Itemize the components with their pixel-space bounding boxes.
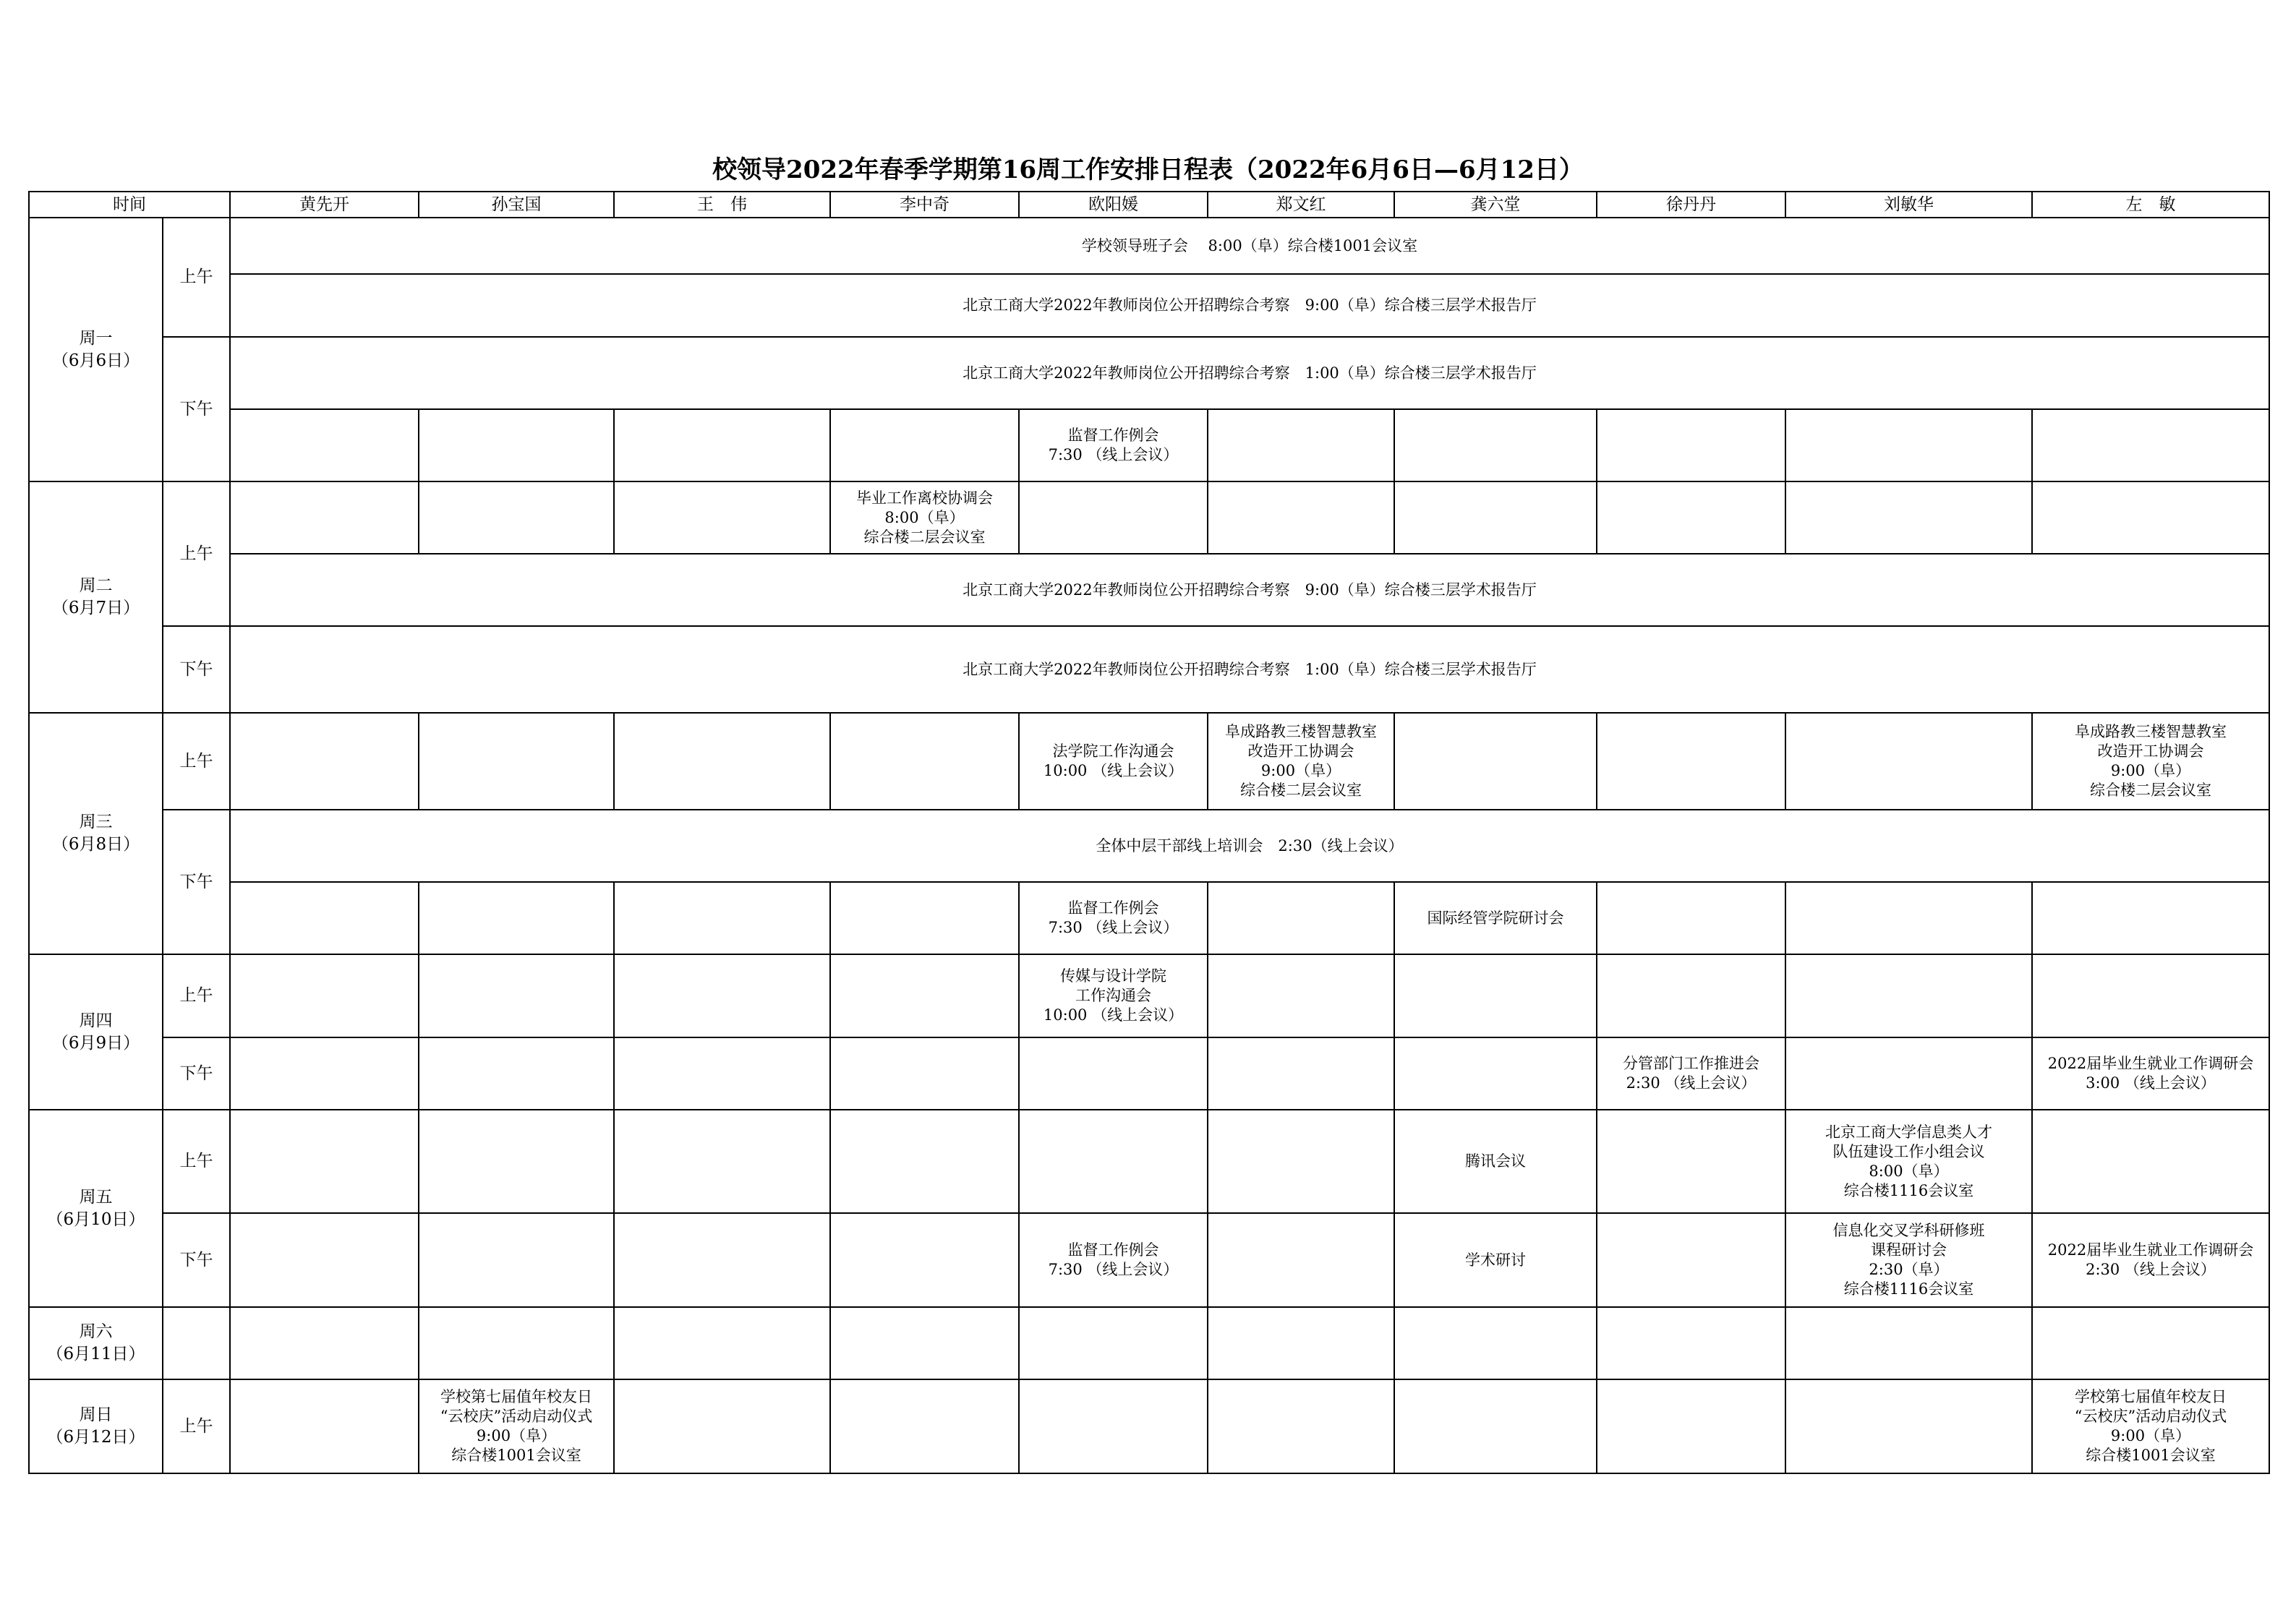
header-time: 时间 <box>29 192 230 218</box>
empty-cell <box>1019 481 1208 554</box>
event-cell: 法学院工作沟通会 10:00 （线上会议） <box>1019 713 1208 810</box>
day-label: 周二 （6月7日） <box>29 481 163 713</box>
day-label: 周三 （6月8日） <box>29 713 163 954</box>
empty-cell <box>419 409 614 481</box>
event-cell: 全体中层干部线上培训会 2:30（线上会议） <box>230 810 2269 882</box>
day-label: 周六 （6月11日） <box>29 1307 163 1379</box>
table-row <box>29 1379 2269 1473</box>
event-cell: 信息化交叉学科研修班 课程研讨会 2:30（阜） 综合楼1116会议室 <box>1785 1213 2032 1307</box>
table-row <box>29 554 2269 626</box>
event-cell: 北京工商大学信息类人才 队伍建设工作小组会议 8:00（阜） 综合楼1116会议室 <box>1785 1110 2032 1213</box>
empty-cell <box>1597 409 1785 481</box>
event-cell: 监督工作例会 7:30 （线上会议） <box>1019 882 1208 954</box>
empty-cell <box>1394 481 1597 554</box>
table-row <box>29 218 2269 274</box>
empty-cell <box>1785 713 2032 810</box>
empty-cell <box>2032 1110 2269 1213</box>
empty-cell <box>1208 954 1394 1037</box>
empty-cell <box>230 1037 419 1110</box>
empty-cell <box>830 882 1019 954</box>
empty-cell <box>1019 1379 1208 1473</box>
schedule-table <box>28 191 2270 1474</box>
empty-cell <box>614 1379 830 1473</box>
period-label: 上午 <box>163 954 230 1037</box>
empty-cell <box>2032 1307 2269 1379</box>
empty-cell <box>1208 882 1394 954</box>
period-label: 下午 <box>163 810 230 954</box>
empty-cell <box>230 1213 419 1307</box>
empty-cell <box>230 481 419 554</box>
table-row <box>29 1110 2269 1213</box>
empty-cell <box>419 1307 614 1379</box>
empty-cell <box>1394 1037 1597 1110</box>
period-label: 上午 <box>163 481 230 626</box>
empty-cell <box>614 409 830 481</box>
empty-cell <box>1597 481 1785 554</box>
empty-cell <box>1394 713 1597 810</box>
empty-cell <box>1394 1307 1597 1379</box>
empty-cell <box>419 1110 614 1213</box>
empty-cell <box>1785 409 2032 481</box>
empty-cell <box>230 1307 419 1379</box>
event-cell: 毕业工作离校协调会 8:00（阜） 综合楼二层会议室 <box>830 481 1019 554</box>
table-row <box>29 954 2269 1037</box>
event-cell: 学校领导班子会 8:00（阜）综合楼1001会议室 <box>230 218 2269 274</box>
empty-cell <box>830 1379 1019 1473</box>
empty-cell <box>1208 1307 1394 1379</box>
empty-cell <box>614 481 830 554</box>
empty-cell <box>1785 1037 2032 1110</box>
empty-cell <box>1394 954 1597 1037</box>
empty-cell <box>1208 1213 1394 1307</box>
empty-cell <box>419 1213 614 1307</box>
header-leader: 龚六堂 <box>1394 192 1597 218</box>
empty-cell <box>230 1379 419 1473</box>
event-cell: 监督工作例会 7:30 （线上会议） <box>1019 1213 1208 1307</box>
header-leader: 郑文红 <box>1208 192 1394 218</box>
event-cell: 腾讯会议 <box>1394 1110 1597 1213</box>
empty-cell <box>1019 1037 1208 1110</box>
empty-cell <box>1597 1110 1785 1213</box>
event-cell: 2022届毕业生就业工作调研会 3:00 （线上会议） <box>2032 1037 2269 1110</box>
empty-cell <box>614 713 830 810</box>
header-leader: 欧阳媛 <box>1019 192 1208 218</box>
header-leader: 李中奇 <box>830 192 1019 218</box>
header-leader: 徐丹丹 <box>1597 192 1785 218</box>
empty-cell <box>2032 882 2269 954</box>
empty-cell <box>2032 481 2269 554</box>
empty-cell <box>614 1213 830 1307</box>
empty-cell <box>1019 1110 1208 1213</box>
empty-cell <box>830 1037 1019 1110</box>
empty-cell <box>1597 882 1785 954</box>
header-leader: 黄先开 <box>230 192 419 218</box>
empty-cell <box>230 409 419 481</box>
empty-cell <box>230 713 419 810</box>
empty-cell <box>614 954 830 1037</box>
empty-cell <box>1597 713 1785 810</box>
empty-cell <box>1785 954 2032 1037</box>
empty-cell <box>1785 882 2032 954</box>
period-label: 上午 <box>163 1110 230 1213</box>
empty-cell <box>1208 1037 1394 1110</box>
empty-cell <box>419 713 614 810</box>
table-row <box>29 1307 2269 1379</box>
empty-cell <box>1208 1110 1394 1213</box>
event-cell: 分管部门工作推进会 2:30 （线上会议） <box>1597 1037 1785 1110</box>
empty-cell <box>1394 409 1597 481</box>
event-cell: 2022届毕业生就业工作调研会 2:30 （线上会议） <box>2032 1213 2269 1307</box>
empty-cell <box>1785 1379 2032 1473</box>
empty-cell <box>830 713 1019 810</box>
empty-cell <box>830 954 1019 1037</box>
period-label: 下午 <box>163 626 230 713</box>
empty-cell <box>614 882 830 954</box>
header-leader: 孙宝国 <box>419 192 614 218</box>
empty-cell <box>1597 1213 1785 1307</box>
empty-cell <box>614 1307 830 1379</box>
empty-cell <box>830 1110 1019 1213</box>
day-label: 周一 （6月6日） <box>29 218 163 481</box>
day-label: 周日 （6月12日） <box>29 1379 163 1473</box>
period-label: 下午 <box>163 337 230 481</box>
header-leader: 左 敏 <box>2032 192 2269 218</box>
empty-cell <box>1019 1307 1208 1379</box>
table-row <box>29 1213 2269 1307</box>
empty-cell <box>1208 1379 1394 1473</box>
empty-cell <box>419 1037 614 1110</box>
event-cell: 北京工商大学2022年教师岗位公开招聘综合考察 1:00（阜）综合楼三层学术报告厅 <box>230 337 2269 409</box>
page-title: 校领导2022年春季学期第16周工作安排日程表（2022年6月6日—6月12日） <box>712 155 1584 184</box>
empty-cell <box>2032 409 2269 481</box>
event-cell: 阜成路教三楼智慧教室 改造开工协调会 9:00（阜） 综合楼二层会议室 <box>1208 713 1394 810</box>
event-cell: 阜成路教三楼智慧教室 改造开工协调会 9:00（阜） 综合楼二层会议室 <box>2032 713 2269 810</box>
empty-cell <box>1785 481 2032 554</box>
period-label: 下午 <box>163 1037 230 1110</box>
period-label: 上午 <box>163 1379 230 1473</box>
empty-cell <box>1597 1379 1785 1473</box>
event-cell: 学术研讨 <box>1394 1213 1597 1307</box>
header-row <box>29 192 2269 218</box>
event-cell: 北京工商大学2022年教师岗位公开招聘综合考察 1:00（阜）综合楼三层学术报告厅 <box>230 626 2269 713</box>
event-cell: 监督工作例会 7:30 （线上会议） <box>1019 409 1208 481</box>
header-leader: 王 伟 <box>614 192 830 218</box>
empty-cell <box>830 409 1019 481</box>
empty-cell <box>230 882 419 954</box>
event-cell: 北京工商大学2022年教师岗位公开招聘综合考察 9:00（阜）综合楼三层学术报告厅 <box>230 274 2269 337</box>
event-cell: 传媒与设计学院 工作沟通会 10:00 （线上会议） <box>1019 954 1208 1037</box>
empty-cell <box>1597 1307 1785 1379</box>
empty-cell <box>1394 1379 1597 1473</box>
table-row <box>29 810 2269 882</box>
empty-cell <box>230 1110 419 1213</box>
empty-cell <box>419 481 614 554</box>
empty-cell <box>1208 409 1394 481</box>
table-row <box>29 337 2269 409</box>
period-label: 下午 <box>163 1213 230 1307</box>
empty-cell <box>614 1110 830 1213</box>
table-row <box>29 626 2269 713</box>
table-row <box>29 1037 2269 1110</box>
empty-cell <box>1208 481 1394 554</box>
empty-cell <box>830 1213 1019 1307</box>
event-cell: 学校第七届值年校友日 “云校庆”活动启动仪式 9:00（阜） 综合楼1001会议室 <box>419 1379 614 1473</box>
event-cell: 北京工商大学2022年教师岗位公开招聘综合考察 9:00（阜）综合楼三层学术报告厅 <box>230 554 2269 626</box>
table-row <box>29 481 2269 554</box>
empty-cell <box>163 1307 230 1379</box>
period-label: 上午 <box>163 713 230 810</box>
empty-cell <box>830 1307 1019 1379</box>
empty-cell <box>614 1037 830 1110</box>
table-row <box>29 409 2269 481</box>
empty-cell <box>1785 1307 2032 1379</box>
empty-cell <box>1597 954 1785 1037</box>
event-cell: 国际经管学院研讨会 <box>1394 882 1597 954</box>
table-row <box>29 882 2269 954</box>
day-label: 周四 （6月9日） <box>29 954 163 1110</box>
event-cell: 学校第七届值年校友日 “云校庆”活动启动仪式 9:00（阜） 综合楼1001会议室 <box>2032 1379 2269 1473</box>
day-label: 周五 （6月10日） <box>29 1110 163 1307</box>
table-row <box>29 274 2269 337</box>
empty-cell <box>419 882 614 954</box>
table-row <box>29 713 2269 810</box>
empty-cell <box>419 954 614 1037</box>
empty-cell <box>2032 954 2269 1037</box>
header-leader: 刘敏华 <box>1785 192 2032 218</box>
period-label: 上午 <box>163 218 230 337</box>
empty-cell <box>230 954 419 1037</box>
